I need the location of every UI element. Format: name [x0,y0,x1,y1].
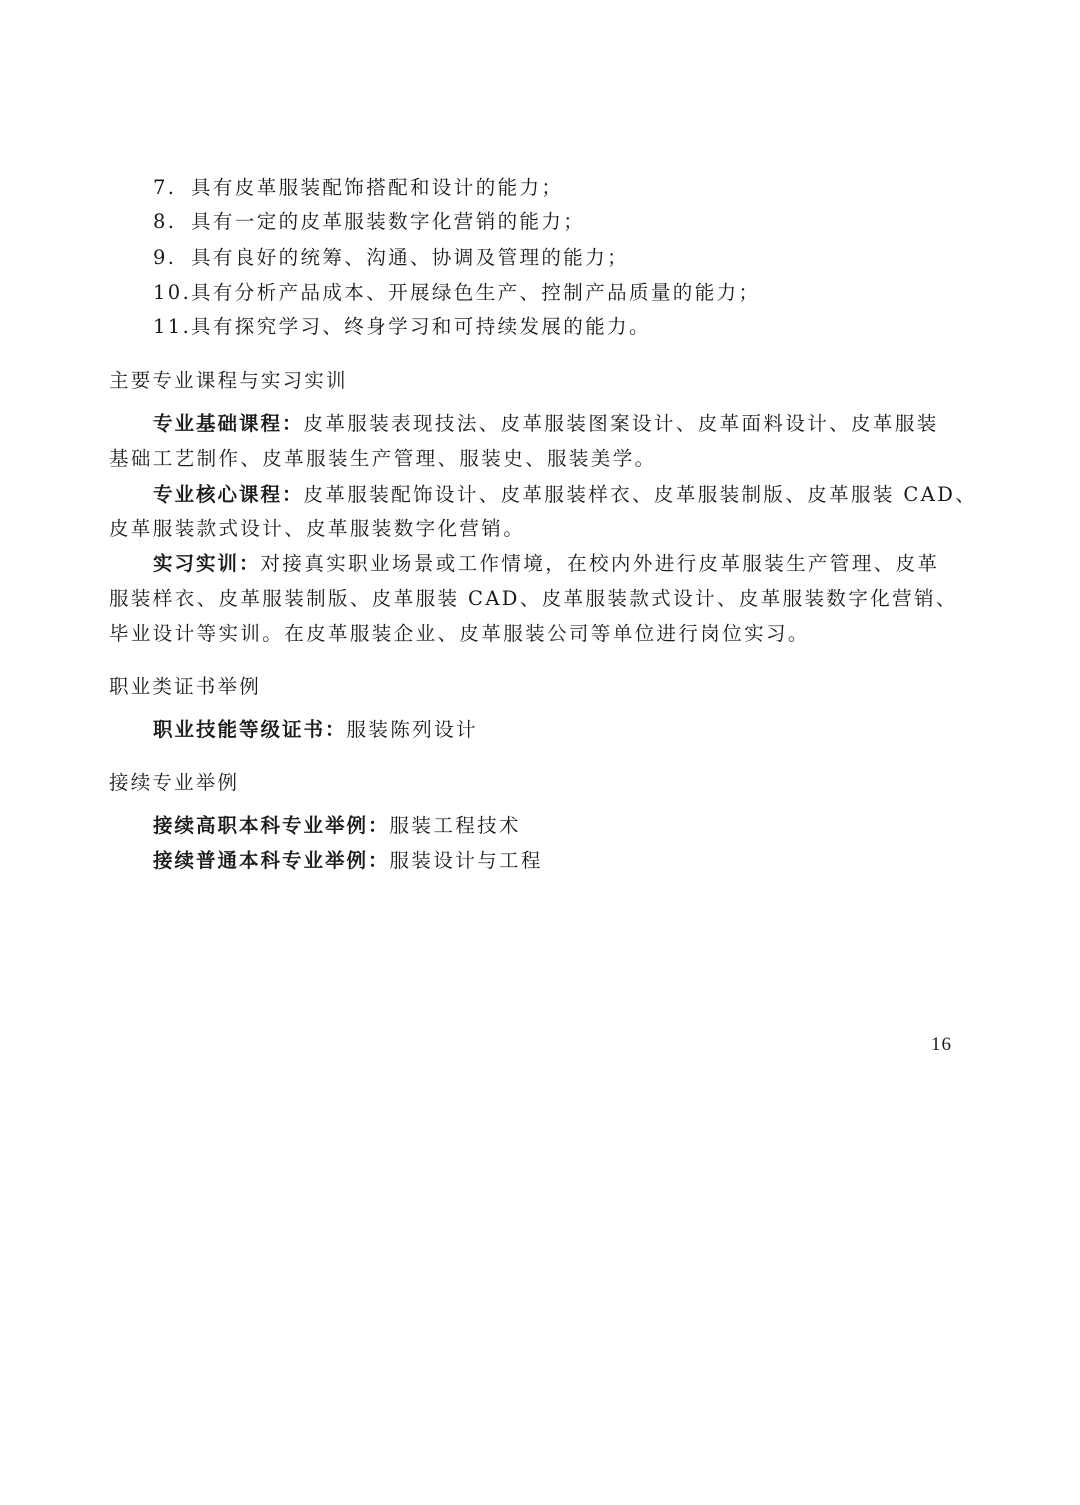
general-undergraduate-text: 服装设计与工程 [389,849,543,872]
practice-continued: 服装样衣、皮革服装制版、皮革服装 CAD、皮革服装款式设计、皮革服装数字化营销、 [109,587,958,610]
practice-continued: 毕业设计等实训。在皮革服装企业、皮革服装公司等单位进行岗位实习。 [109,622,810,645]
list-number: 10. [153,281,192,304]
core-courses-label: 专业核心课程： [153,483,304,506]
list-text: 具有皮革服装配饰搭配和设计的能力； [191,176,564,199]
general-undergraduate-paragraph [153,848,543,874]
practice-label: 实习实训： [153,552,261,575]
list-item [153,209,585,235]
list-text: 具有良好的统筹、沟通、协调及管理的能力； [191,246,630,269]
list-item [153,280,760,306]
basic-courses-continued: 基础工艺制作、皮革服装生产管理、服装史、服装美学。 [109,447,657,470]
certificate-paragraph [153,717,478,743]
certificate-label: 职业技能等级证书： [153,718,347,741]
core-courses-text: 皮革服装配饰设计、皮革服装样衣、皮革服装制版、皮革服装 CAD、 [303,483,978,506]
list-number: 9. [153,246,177,269]
list-item [153,314,651,340]
basic-courses-text: 皮革服装表现技法、皮革服装图案设计、皮革面料设计、皮革服装 [303,412,939,435]
practice-paragraph [153,551,939,577]
higher-vocational-text: 服装工程技术 [389,814,521,837]
page-number: 16 [931,1034,952,1055]
higher-vocational-paragraph [153,813,521,839]
core-courses-continued: 皮革服装款式设计、皮革服装数字化营销。 [109,517,526,540]
list-item [153,175,563,201]
basic-courses-label: 专业基础课程： [153,412,304,435]
list-number: 7. [153,176,177,199]
list-item [153,245,629,271]
practice-text: 对接真实职业场景或工作情境，在校内外进行皮革服装生产管理、皮革 [260,552,940,575]
section-heading-continuation: 接续专业举例 [109,771,240,794]
list-text: 具有一定的皮革服装数字化营销的能力； [191,210,586,233]
basic-courses-paragraph [153,411,939,437]
section-heading-certificates: 职业类证书举例 [109,675,261,698]
list-text: 具有分析产品成本、开展绿色生产、控制产品质量的能力； [191,281,761,304]
certificate-text: 服装陈列设计 [346,718,478,741]
list-text: 具有探究学习、终身学习和可持续发展的能力。 [191,315,651,338]
list-number: 8. [153,210,177,233]
section-heading-courses: 主要专业课程与实习实训 [109,369,348,392]
core-courses-paragraph [153,482,977,508]
list-number: 11. [153,315,192,338]
general-undergraduate-label: 接续普通本科专业举例： [153,849,390,872]
higher-vocational-label: 接续高职本科专业举例： [153,814,390,837]
